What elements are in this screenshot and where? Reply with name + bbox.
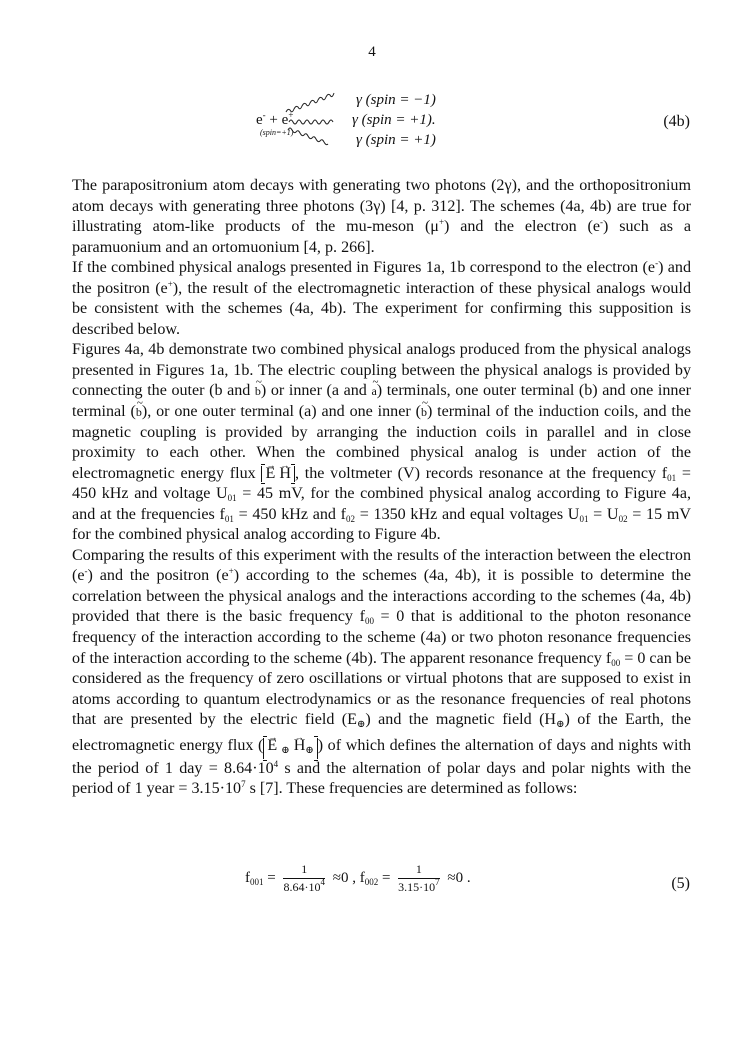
numerator: 1 bbox=[398, 862, 440, 879]
vector-e: → E bbox=[267, 738, 277, 754]
text-run: ) according to the schemes (4a, 4b), it is possible to determine the correlation between the physical analogs and the interactions according to the schemes (4a, 4b) provided that there is the basic frequency f bbox=[72, 567, 691, 626]
text-run: = 0 can be considered as the frequency of zero oscillations or virtual photons that are supposed to exist in atoms according to quantum electrodynamics or as the resonance frequencies of real photons that are presented by the electric field (E bbox=[72, 649, 691, 729]
wavy-line-middle bbox=[289, 120, 333, 124]
paragraph-2 bbox=[72, 258, 691, 340]
branch-1 bbox=[356, 92, 436, 109]
earth-energy-flux-bracket bbox=[263, 738, 317, 759]
text-run: ), the result of the electromagnetic interaction of these physical analogs would be consistent with the schemes (4a, 4b). The experiment for confirming this supposition is described below. bbox=[72, 279, 691, 338]
text-run: ) or inner (a and bbox=[260, 382, 372, 400]
approx-zero: ≈0 . bbox=[443, 869, 471, 886]
gamma-symbol: γ bbox=[352, 112, 358, 128]
subscript: 02 bbox=[618, 513, 628, 524]
positron-charge: + bbox=[288, 110, 294, 120]
exponent: 4 bbox=[273, 758, 279, 769]
superscript: + bbox=[228, 566, 234, 577]
text-run: Comparing the results of this experiment with the results of the interaction between the electron (e bbox=[72, 546, 691, 585]
subscript: 01 bbox=[579, 513, 589, 524]
exponent: 7 bbox=[241, 779, 246, 790]
terminal-b-tilde: ~ b bbox=[421, 402, 427, 423]
superscript: - bbox=[600, 217, 604, 228]
equals-sign: = bbox=[378, 869, 395, 886]
fraction-year bbox=[398, 862, 440, 895]
subscript: 00 bbox=[611, 657, 621, 668]
text-run: The parapositronium atom decays with generating two photons (2γ), and the orthopositronium atom decays with generating three photons (3γ) [4, p. 312]. The schemes (4a, 4b) are true for illustrating atom-like products of the mu-meson (μ bbox=[72, 177, 691, 236]
approx-zero: ≈0 , bbox=[328, 869, 360, 886]
electron-charge: - bbox=[262, 110, 266, 120]
fraction-day bbox=[283, 862, 325, 895]
text-run: = 45 mV, for the combined physical analog according to Figure 4a, and at the frequencies f bbox=[72, 485, 691, 523]
text-run: ) and the magnetic field (H bbox=[365, 711, 557, 729]
text-run: ) and the positron (e bbox=[72, 259, 692, 297]
vector-e: → E bbox=[265, 466, 275, 482]
paragraph-4 bbox=[72, 546, 691, 800]
text-run: ) of which defines the alternation of days and nights with the period of 1 day = 8.64·10 bbox=[72, 736, 691, 777]
text-run: ) terminals, one outer terminal (b) and one inner terminal ( bbox=[72, 382, 691, 421]
paragraph-1 bbox=[72, 176, 691, 258]
subscript: 02 bbox=[346, 513, 356, 524]
spin-subscript: (spin=+1) bbox=[260, 128, 294, 137]
text-run: = U bbox=[588, 505, 619, 523]
wavy-line-lower bbox=[288, 128, 328, 145]
text-run: = 450 kHz and f bbox=[233, 505, 347, 523]
subscript: 01 bbox=[227, 493, 237, 504]
positron-symbol: e bbox=[281, 112, 289, 128]
equation-4b-lhs bbox=[256, 112, 293, 129]
vector-h: → H bbox=[294, 738, 306, 754]
text-run: If the combined physical analogs presented in Figures 1a, 1b correspond to the electron (e bbox=[72, 259, 656, 277]
exponent: 4 bbox=[320, 877, 325, 887]
text-run: ) such as a paramuonium and an ortomuonium [4, p. 266]. bbox=[72, 218, 691, 256]
equation-5 bbox=[245, 862, 471, 895]
body-text bbox=[72, 176, 691, 800]
superscript: + bbox=[167, 278, 173, 289]
text-run: ) of the Earth, the electromagnetic energy flux ( bbox=[72, 711, 691, 754]
numerator: 1 bbox=[283, 862, 325, 879]
terminal-a-tilde: ~ a bbox=[371, 381, 376, 402]
branch-2 bbox=[352, 112, 436, 129]
equals-sign: = bbox=[263, 869, 280, 886]
subscript: 00 bbox=[364, 616, 374, 627]
earth-symbol: ⊕ bbox=[556, 719, 565, 731]
superscript: + bbox=[438, 217, 445, 228]
earth-symbol: ⊕ bbox=[281, 744, 290, 756]
plus-sign: + bbox=[269, 112, 278, 128]
gamma-symbol: γ bbox=[356, 92, 362, 108]
subscript: 01 bbox=[667, 472, 677, 483]
f002-symbol: f bbox=[359, 869, 365, 886]
spin-value: (spin = −1) bbox=[365, 92, 436, 108]
text-run: ) and the electron (e bbox=[444, 218, 601, 236]
equation-4b bbox=[256, 88, 456, 158]
denominator-base: 3.15·10 bbox=[398, 880, 436, 894]
text-run: ) terminal of the induction coils, and the magnetic coupling is provided by arranging the induction coils in parallel and in close proximity to each other. When the combined physical analog is under action of the electromagnetic energy flux bbox=[72, 403, 692, 482]
text-run: ) and the positron (e bbox=[87, 567, 229, 585]
text-run: , the voltmeter (V) records resonance at the frequency f bbox=[294, 464, 668, 482]
text-run: Figures 4a, 4b demonstrate two combined physical analogs produced from the physical analogs presented in Figures 1a, 1b. The electric coupling between the physical analogs is provided by connecting the outer (b and bbox=[72, 341, 691, 400]
text-run: = 1350 kHz and equal voltages U bbox=[355, 505, 580, 523]
text-run: = 0 that is additional to the photon resonance frequency of the interaction according to the scheme (4a) or two photon resonance frequencies of the interaction according to the scheme (4b). The apparent resonance frequency f bbox=[72, 608, 691, 667]
energy-flux-bracket bbox=[261, 466, 295, 482]
exponent: 7 bbox=[435, 877, 440, 887]
earth-symbol: ⊕ bbox=[305, 744, 314, 756]
earth-symbol: ⊕ bbox=[356, 719, 366, 731]
terminal-b-tilde: ~ b bbox=[136, 402, 142, 423]
subscript: 01 bbox=[224, 513, 234, 524]
page-number: 4 bbox=[368, 44, 376, 60]
spin-value: (spin = +1) bbox=[365, 132, 436, 148]
denominator bbox=[283, 879, 325, 895]
paragraph-3 bbox=[72, 340, 691, 545]
superscript: - bbox=[84, 566, 88, 577]
subscript: 002 bbox=[364, 876, 379, 887]
gamma-symbol: γ bbox=[356, 132, 362, 148]
spin-value: (spin = +1). bbox=[361, 112, 436, 128]
equation-label-4b: (4b) bbox=[663, 113, 690, 130]
vector-h: → H bbox=[279, 466, 291, 482]
terminal-b-tilde: ~ b bbox=[255, 381, 261, 402]
text-run: s and the alternation of polar days and polar nights with the period of 1 year = 3.15·10 bbox=[72, 759, 691, 798]
text-run: ), or one outer terminal (a) and one inner ( bbox=[141, 403, 421, 421]
superscript: - bbox=[655, 258, 659, 269]
text-run: = 15 mV for the combined physical analog according to Figure 4b. bbox=[72, 505, 691, 544]
denominator bbox=[398, 879, 440, 895]
electron-symbol: e bbox=[256, 112, 263, 128]
text-run: = 450 kHz and voltage U bbox=[72, 464, 691, 503]
denominator-base: 8.64·10 bbox=[283, 880, 321, 894]
f001-symbol: f bbox=[245, 869, 250, 886]
text-run: s [7]. These frequencies are determined as follows: bbox=[245, 780, 578, 798]
equation-label-5: (5) bbox=[671, 875, 690, 892]
branch-3 bbox=[356, 132, 436, 149]
subscript: 001 bbox=[250, 876, 264, 887]
